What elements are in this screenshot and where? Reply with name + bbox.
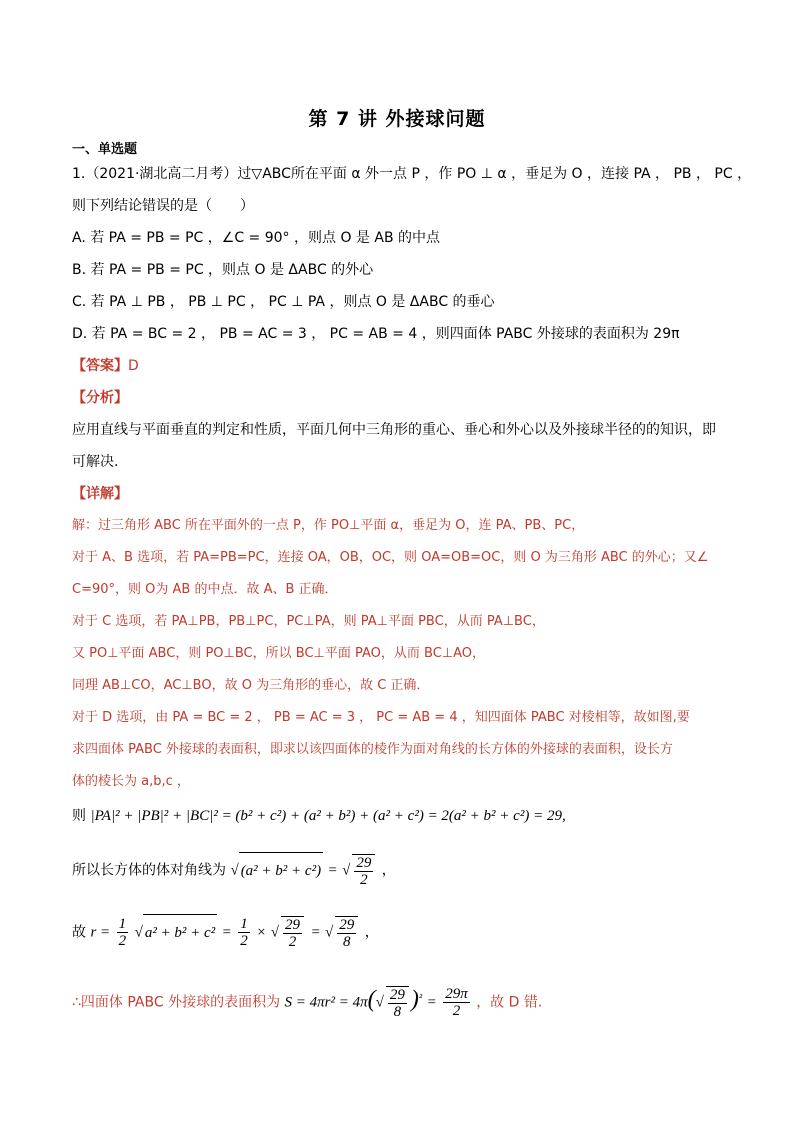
detail-label: 【详解】 bbox=[72, 486, 128, 502]
detail-line5: 又 PO⊥平面 ABC，则 PO⊥BC，所以 BC⊥平面 PAO，从而 BC⊥AO， bbox=[72, 646, 485, 661]
eq1-formula: |PA|² + |PB|² + |BC|² = (b² + c²) + (a² + b²) + (a² + c²) = 2(a² + b² + c²) = 29, bbox=[90, 808, 566, 824]
equation-sum-squares bbox=[72, 806, 566, 826]
eq3-radicand: a² + b² + c² bbox=[143, 914, 217, 951]
analysis-line1: 应用直线与平面垂直的判定和性质，平面几何中三角形的重心、垂心和外心以及外接球半径的的知识，即 bbox=[72, 422, 716, 438]
eq3-prefix: 故 bbox=[72, 924, 86, 941]
detail-line1: 解：过三角形 ABC 所在平面外的一点 P，作 PO⊥平面 α，垂足为 O，连 PA、PB、PC， bbox=[72, 518, 585, 533]
equation-surface-area: ∴四面体 PABC 外接球的表面积为 S = 4πr² = 4π(√ $\frac{29}{8}$ )$^{^2}$ = $\frac{29\pi}{2}$ ，故 D 错. bbox=[72, 986, 543, 1020]
equation-radius: 故 r = $\frac{1}{2}$ √ a² + b² + c² = $\frac{1}{2}$ × √ $\frac{29}{2}$ = √ $\frac{29}{8}$ ， bbox=[72, 916, 379, 950]
question-stem-line2: 则下列结论错误的是（ ） bbox=[72, 198, 254, 214]
option-d: D. 若 PA = BC = 2 ， PB = AC = 3 ， PC = AB = 4 ，则四面体 PABC 外接球的表面积为 29π bbox=[72, 326, 680, 342]
option-b: B. 若 PA = PB = PC ，则点 O 是 ΔABC 的外心 bbox=[72, 262, 374, 278]
eq2-prefix: 所以长方体的体对角线为 bbox=[72, 862, 226, 879]
detail-line2: 对于 A、B 选项，若 PA=PB=PC，连接 OA，OB，OC，则 OA=OB=OC，则 O 为三角形 ABC 的外心；又∠ bbox=[72, 550, 709, 565]
detail-line9: 体的棱长为 a,b,c ， bbox=[72, 774, 190, 789]
analysis-line2: 可解决. bbox=[72, 454, 119, 470]
eq3-r: r = bbox=[90, 924, 111, 941]
eq4-frac-29-8: $\frac{29}{8}$ bbox=[386, 986, 409, 1020]
question-stem-line1: 1.（2021·湖北高二月考）过▽ABC所在平面 α 外一点 P ，作 PO ⊥ α ，垂足为 O ，连接 PA ， PB ， PC ， bbox=[72, 166, 752, 182]
equation-diagonal: 所以长方体的体对角线为 √ (a² + b² + c²) = √ $\frac{29}{2}$ ， bbox=[72, 852, 396, 889]
section-heading: 一、单选题 bbox=[72, 142, 138, 157]
eq2-suffix: ， bbox=[381, 862, 396, 879]
option-c: C. 若 PA ⊥ PB ， PB ⊥ PC ， PC ⊥ PA ，则点 O 是 ΔABC 的垂心 bbox=[72, 294, 495, 310]
eq3-half: $\frac{1}{2}$ bbox=[118, 916, 127, 949]
detail-line3: C=90°，则 O为 AB 的中点．故 A、B 正确． bbox=[72, 582, 338, 597]
answer-row bbox=[72, 356, 139, 376]
detail-line6: 同理 AB⊥CO，AC⊥BO，故 O 为三角形的垂心，故 C 正确． bbox=[72, 678, 430, 693]
eq4-result: $\frac{29\pi}{2}$ bbox=[445, 986, 468, 1020]
analysis-label: 【分析】 bbox=[72, 390, 128, 406]
eq2-radicand: (a² + b² + c²) bbox=[239, 852, 323, 889]
page-title: 第 7 讲 外接球问题 bbox=[308, 108, 486, 130]
detail-line4: 对于 C 选项，若 PA⊥PB，PB⊥PC，PC⊥PA，则 PA⊥平面 PBC，从而 PA⊥BC， bbox=[72, 614, 545, 629]
option-a: A. 若 PA = PB = PC ，∠C = 90° ，则点 O 是 AB 的中点 bbox=[72, 230, 441, 246]
detail-line7: 对于 D 选项，由 PA = BC = 2 ， PB = AC = 3 ， PC = AB = 4 ，知四面体 PABC 对棱相等，故如图,要 bbox=[72, 710, 690, 725]
eq2-equals: = bbox=[327, 862, 338, 879]
eq1-prefix: 则 bbox=[72, 808, 86, 824]
answer-value: D bbox=[128, 358, 139, 374]
eq4-prefix: ∴四面体 PABC 外接球的表面积为 bbox=[72, 994, 281, 1011]
detail-line8: 求四面体 PABC 外接球的表面积，即求以该四面体的棱作为面对角线的长方体的外接球的表面积，设长方 bbox=[72, 742, 673, 757]
answer-label: 【答案】 bbox=[72, 358, 128, 374]
eq3-frac-29-2: $\frac{29}{2}$ bbox=[281, 916, 304, 950]
eq3-half-2: $\frac{1}{2}$ bbox=[240, 916, 248, 949]
eq3-frac-29-8: $\frac{29}{8}$ bbox=[335, 916, 358, 950]
eq2-fraction: $\frac{29}{2}$ bbox=[352, 854, 375, 888]
eq4-formula: S = 4πr² = 4π bbox=[284, 994, 368, 1011]
eq4-suffix: ，故 D 错. bbox=[476, 994, 543, 1011]
